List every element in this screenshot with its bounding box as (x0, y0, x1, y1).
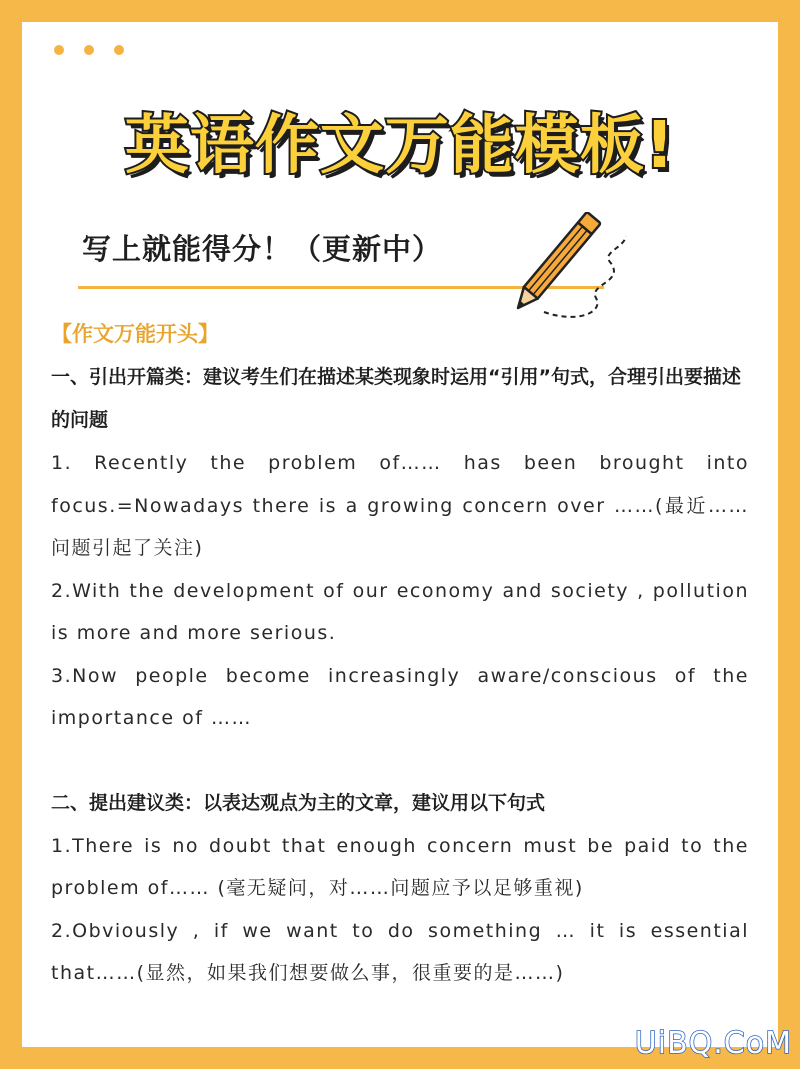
watermark-logo: UiBQ.CoM (634, 1026, 792, 1061)
dot (114, 45, 124, 55)
section1-item-3: 3.Now people become increasingly aware/conscious of the importance of …… (51, 664, 749, 729)
page-subtitle: 写上就能得分！（更新中） (82, 232, 443, 266)
section1-item-2: 2.With the development of our economy and society , pollution is more and more serious. (51, 579, 749, 644)
section2-heading: 二、提出建议类：以表达观点为主的文章，建议用以下句式 (51, 791, 546, 814)
spacer (51, 740, 749, 782)
decor-dots (54, 45, 124, 55)
page-card (22, 22, 778, 1047)
pencil-icon (478, 212, 628, 322)
article-body (51, 312, 749, 995)
section1-heading: 一、引出开篇类：建议考生们在描述某类现象时运用“引用”句式，合理引出要描述的问题 (51, 366, 741, 431)
section-title: 【作文万能开头】 (51, 322, 219, 346)
section1-item-1: 1. Recently the problem of…… has been brought into focus.=Nowadays there is a growing concern over ……(最近……问题引起了关注) (51, 452, 749, 559)
dot (84, 45, 94, 55)
page-title: 英语作文万能模板! (124, 109, 676, 183)
section2-item-1: 1.There is no doubt that enough concern must be paid to the problem of…… (毫无疑问，对……问题应予以足够重视) (51, 834, 749, 899)
section2-item-2: 2.Obviously , if we want to do something … it is essential that……(显然，如果我们想要做么事，很重要的是……) (51, 919, 749, 984)
dot (54, 45, 64, 55)
